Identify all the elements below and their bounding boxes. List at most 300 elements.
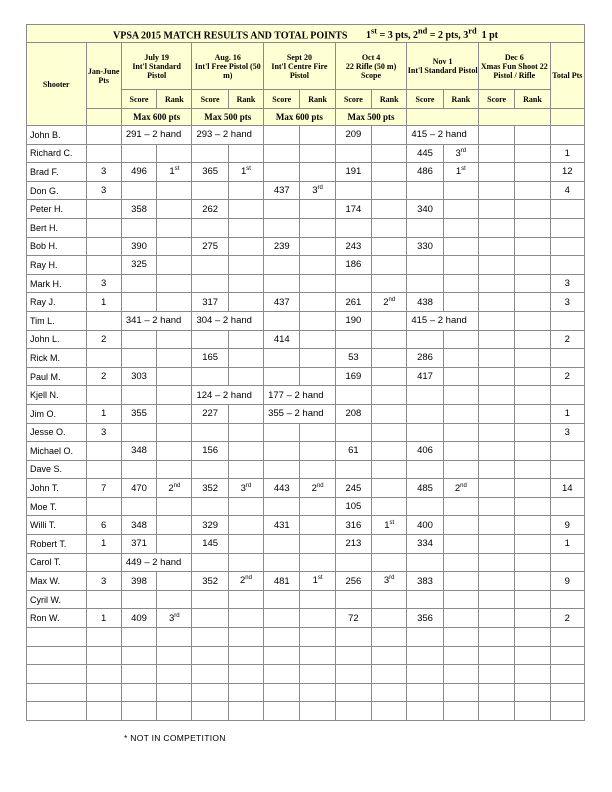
- match-3-score: 437: [264, 293, 300, 312]
- match-5-score: 445: [407, 144, 443, 163]
- blank-cell: [335, 683, 371, 702]
- rank-number: 2: [454, 482, 461, 494]
- blank-cell: [27, 683, 87, 702]
- max-match-2-text: Max 500 pts: [204, 111, 252, 122]
- match-6-score: [478, 181, 514, 200]
- shooter-name: Robert T.: [27, 535, 87, 554]
- match-2-score: [192, 144, 228, 163]
- match-1-score: 398: [121, 572, 156, 591]
- jan-june-points: [86, 386, 121, 405]
- total-points: 9: [550, 572, 584, 591]
- match-3-score: [264, 367, 300, 386]
- match-3-score: [264, 590, 300, 609]
- blank-cell: [550, 665, 584, 684]
- blank-cell: [264, 665, 300, 684]
- shooter-name: Kjell N.: [27, 386, 87, 405]
- blank-cell: [228, 683, 263, 702]
- match-5-score: [407, 218, 443, 237]
- match-2-score: 275: [192, 237, 228, 256]
- match-3-score: [264, 535, 300, 554]
- match-6-rank: [515, 274, 550, 293]
- shooter-name: Cyril W.: [27, 590, 87, 609]
- rank-number: 1: [312, 575, 318, 587]
- match-4-score: [335, 330, 371, 349]
- rank-suffix: rd: [174, 612, 180, 619]
- match-1-rank: [157, 256, 192, 275]
- jan-june-points: 3: [86, 423, 121, 442]
- match-2-rank: [228, 516, 263, 535]
- blank-cell: [86, 683, 121, 702]
- table-row: [27, 144, 585, 163]
- total-points: 3: [550, 274, 584, 293]
- match-6-date: Dec 6: [504, 52, 524, 62]
- table-row: [27, 237, 585, 256]
- match-6-score: [478, 293, 514, 312]
- match-6-rank: [515, 181, 550, 200]
- match-5-score: 417: [407, 367, 443, 386]
- shooter-name: Paul M.: [27, 367, 87, 386]
- match-4-rank: [372, 479, 407, 498]
- header-match-3: [264, 43, 336, 90]
- match-5-rank: [443, 553, 478, 572]
- match-5-rank: [443, 237, 478, 256]
- blank-cell: [443, 628, 478, 647]
- match-4-score: 61: [335, 442, 371, 461]
- match-4-score: 209: [335, 126, 371, 145]
- match-4-rank: [372, 572, 407, 591]
- match-1-rank: [157, 460, 192, 479]
- footnote: * NOT IN COMPETITION: [124, 733, 226, 743]
- match-6-rank: [515, 163, 550, 182]
- blank-cell: [27, 646, 87, 665]
- max-blank: [86, 109, 121, 126]
- jan-june-points: [86, 218, 121, 237]
- match-1-rank: [157, 367, 192, 386]
- rank-number: 1: [455, 166, 462, 178]
- match-6-score: [478, 200, 514, 219]
- match-5-rank: [443, 349, 478, 368]
- blank-cell: [121, 646, 156, 665]
- match-4-score: [335, 181, 371, 200]
- table-row: [27, 553, 585, 572]
- match-2-score: [192, 460, 228, 479]
- match-5-score: [407, 274, 443, 293]
- header-rank-3: Rank: [300, 90, 335, 109]
- match-1-score: [121, 460, 156, 479]
- match-4-rank: [372, 590, 407, 609]
- blank-row: [27, 665, 585, 684]
- rank-number: 3: [455, 147, 461, 159]
- match-1-note: 341 – 2 hand: [121, 311, 192, 330]
- table-row: [27, 442, 585, 461]
- match-2-note: 293 – 2 hand: [192, 126, 264, 145]
- blank-row: [27, 702, 585, 721]
- match-5-score: [407, 460, 443, 479]
- match-3-score: [264, 460, 300, 479]
- match-1-score: 496: [121, 163, 156, 182]
- shooter-name: Peter H.: [27, 200, 87, 219]
- match-2-score: [192, 181, 228, 200]
- match-5-score: 330: [407, 237, 443, 256]
- match-3-rank: [300, 590, 335, 609]
- match-5-rank: [443, 609, 478, 628]
- match-5-rank: [443, 423, 478, 442]
- match-1-rank: [157, 442, 192, 461]
- match-6-score: [478, 144, 514, 163]
- rank-suffix: nd: [388, 296, 396, 303]
- match-3-rank: [300, 609, 335, 628]
- header-score-6: Score: [478, 90, 514, 109]
- blank-cell: [121, 665, 156, 684]
- match-4-rank: [372, 293, 407, 312]
- table-row: [27, 404, 585, 423]
- match-6-rank: [515, 609, 550, 628]
- blank-cell: [27, 628, 87, 647]
- match-3-rank: [300, 367, 335, 386]
- blank-cell: [157, 683, 192, 702]
- match-1-score: 325: [121, 256, 156, 275]
- rank-suffix: rd: [460, 147, 467, 154]
- match-1-score: 390: [121, 237, 156, 256]
- match-1-rank: [157, 237, 192, 256]
- blank-cell: [192, 646, 228, 665]
- blank-cell: [407, 702, 443, 721]
- header-score-5: Score: [407, 90, 443, 109]
- header-score-1: Score: [121, 90, 156, 109]
- jan-june-points: 7: [86, 479, 121, 498]
- table-row: [27, 163, 585, 182]
- match-3-note: 177 – 2 hand: [264, 386, 336, 405]
- match-3-score: [264, 256, 300, 275]
- match-1-note: 449 – 2 hand: [121, 553, 192, 572]
- match-2-rank: [228, 404, 263, 423]
- total-points: 3: [550, 423, 584, 442]
- shooter-name: Mark H.: [27, 274, 87, 293]
- total-points: [550, 126, 584, 145]
- jan-june-points: [86, 497, 121, 516]
- total-points: [550, 590, 584, 609]
- match-4-score: 190: [335, 311, 371, 330]
- match-6-rank: [515, 126, 550, 145]
- match-2-score: 352: [192, 572, 228, 591]
- match-6-rank: [515, 367, 550, 386]
- table-row: [27, 256, 585, 275]
- match-3-score: 431: [264, 516, 300, 535]
- total-points: 14: [550, 479, 584, 498]
- match-5-score: [407, 423, 443, 442]
- blank-cell: [550, 702, 584, 721]
- match-3-rank: [300, 516, 335, 535]
- total-points: [550, 460, 584, 479]
- match-2-rank: [228, 572, 263, 591]
- match-6-rank: [515, 237, 550, 256]
- match-5-note: 415 – 2 hand: [407, 126, 479, 145]
- table-row: [27, 590, 585, 609]
- shooter-name: Don G.: [27, 181, 87, 200]
- match-5-rank: [443, 535, 478, 554]
- max-match-4: [335, 109, 407, 126]
- total-points: 2: [550, 609, 584, 628]
- max-total: [550, 109, 584, 126]
- match-2-score: 352: [192, 479, 228, 498]
- blank-cell: [478, 646, 514, 665]
- blank-cell: [335, 665, 371, 684]
- blank-cell: [264, 702, 300, 721]
- blank-cell: [515, 628, 550, 647]
- total-points: [550, 200, 584, 219]
- match-4-rank: [372, 274, 407, 293]
- match-6-score: [478, 330, 514, 349]
- shooter-name: Willi T.: [27, 516, 87, 535]
- match-1-rank: [157, 163, 192, 182]
- match-6-rank: [515, 442, 550, 461]
- match-3-rank: [300, 274, 335, 293]
- match-1-rank: [157, 293, 192, 312]
- rank-suffix: nd: [460, 482, 467, 489]
- match-5-score: [407, 553, 443, 572]
- total-points: 1: [550, 404, 584, 423]
- match-5-rank: [443, 367, 478, 386]
- match-5-rank: [443, 181, 478, 200]
- total-points: [550, 218, 584, 237]
- total-points: 4: [550, 181, 584, 200]
- blank-cell: [515, 702, 550, 721]
- match-5-score: [407, 590, 443, 609]
- header-match-6: [478, 43, 550, 90]
- table-row: [27, 330, 585, 349]
- match-2-date: Aug. 16: [214, 52, 241, 62]
- match-6-rank: [515, 553, 550, 572]
- match-3-rank: [300, 181, 335, 200]
- table-row: [27, 367, 585, 386]
- match-4-rank: [372, 237, 407, 256]
- match-3-score: 437: [264, 181, 300, 200]
- match-1-rank: [157, 516, 192, 535]
- match-2-score: [192, 497, 228, 516]
- rank-number: 2: [383, 296, 389, 308]
- match-2-rank: [228, 442, 263, 461]
- blank-cell: [228, 646, 263, 665]
- match-1-note: 291 – 2 hand: [121, 126, 192, 145]
- match-3-rank: [300, 218, 335, 237]
- jan-june-points: [86, 126, 121, 145]
- total-points: [550, 256, 584, 275]
- match-2-score: 156: [192, 442, 228, 461]
- table-row: [27, 293, 585, 312]
- match-6-score: [478, 497, 514, 516]
- rank-number: 2: [311, 482, 317, 494]
- jan-june-points: [86, 311, 121, 330]
- match-6-score: [478, 479, 514, 498]
- match-5-rank: [443, 256, 478, 275]
- match-6-score: [478, 516, 514, 535]
- blank-cell: [478, 702, 514, 721]
- header-rank-5: Rank: [443, 90, 478, 109]
- match-3-note: 355 – 2 hand: [264, 404, 336, 423]
- blank-cell: [192, 665, 228, 684]
- match-3-rank: [300, 572, 335, 591]
- table-title: [27, 25, 585, 43]
- blank-cell: [121, 628, 156, 647]
- blank-cell: [550, 628, 584, 647]
- match-2-score: 145: [192, 535, 228, 554]
- match-4-score: 53: [335, 349, 371, 368]
- blank-cell: [228, 702, 263, 721]
- match-6-rank: [515, 386, 550, 405]
- match-5-name: Int'l Standard Pistol: [407, 66, 478, 75]
- match-2-score: 165: [192, 349, 228, 368]
- match-3-rank: [300, 460, 335, 479]
- match-6-score: [478, 386, 514, 405]
- jan-june-points: [86, 553, 121, 572]
- rank-suffix: rd: [389, 575, 395, 582]
- match-6-rank: [515, 572, 550, 591]
- match-1-rank: [157, 386, 192, 405]
- match-2-name: Int'l Free Pistol (50 m): [194, 61, 261, 80]
- match-2-score: [192, 423, 228, 442]
- match-4-score: 245: [335, 479, 371, 498]
- blank-cell: [264, 646, 300, 665]
- match-6-score: [478, 442, 514, 461]
- blank-cell: [443, 702, 478, 721]
- match-2-score: 262: [192, 200, 228, 219]
- match-3-score: 443: [264, 479, 300, 498]
- match-6-rank: [515, 497, 550, 516]
- table-row: [27, 181, 585, 200]
- match-5-rank: [443, 330, 478, 349]
- match-6-score: [478, 572, 514, 591]
- match-5-score: [407, 330, 443, 349]
- blank-row: [27, 628, 585, 647]
- shooter-name: John T.: [27, 479, 87, 498]
- match-3-rank: [300, 535, 335, 554]
- jan-june-points: 3: [86, 572, 121, 591]
- rank-suffix: rd: [317, 185, 323, 191]
- match-3-score: [264, 442, 300, 461]
- match-3-rank: [300, 126, 335, 145]
- match-2-rank: [228, 274, 263, 293]
- match-3-score: [264, 144, 300, 163]
- match-4-rank: [372, 404, 407, 423]
- blank-cell: [300, 628, 335, 647]
- rank-number: 1: [240, 166, 247, 178]
- match-2-rank: [228, 200, 263, 219]
- match-5-score: 383: [407, 572, 443, 591]
- shooter-name: Bob H.: [27, 237, 87, 256]
- match-3-rank: [300, 311, 335, 330]
- match-3-score: [264, 163, 300, 182]
- match-6-rank: [515, 293, 550, 312]
- match-1-score: 358: [121, 200, 156, 219]
- blank-cell: [335, 702, 371, 721]
- match-3-rank: [300, 330, 335, 349]
- match-6-score: [478, 404, 514, 423]
- match-1-rank: [157, 423, 192, 442]
- rank-number: 3: [168, 612, 175, 624]
- match-3-rank: [300, 144, 335, 163]
- match-1-rank: [157, 349, 192, 368]
- match-6-rank: [515, 218, 550, 237]
- results-table: [26, 24, 585, 721]
- match-1-score: 371: [121, 535, 156, 554]
- match-5-date: Nov 1: [432, 57, 453, 66]
- blank-cell: [192, 628, 228, 647]
- blank-cell: [372, 683, 407, 702]
- table-row: [27, 516, 585, 535]
- blank-cell: [515, 683, 550, 702]
- match-4-rank: [372, 311, 407, 330]
- match-4-date: Oct 4: [361, 52, 381, 62]
- match-1-score: 409: [121, 609, 156, 628]
- blank-cell: [192, 702, 228, 721]
- total-points: 12: [550, 163, 584, 182]
- header-total: Total Pts: [550, 43, 584, 109]
- match-2-rank: [228, 237, 263, 256]
- match-4-rank: [372, 256, 407, 275]
- max-match-1-text: Max 600 pts: [133, 111, 181, 122]
- header-jan-june: Jan-June Pts: [86, 43, 121, 109]
- match-3-rank: [300, 349, 335, 368]
- blank-cell: [407, 628, 443, 647]
- blank-cell: [121, 683, 156, 702]
- match-1-score: [121, 386, 156, 405]
- rank-number: 1: [384, 519, 390, 531]
- total-points: 2: [550, 330, 584, 349]
- match-1-rank: [157, 590, 192, 609]
- match-3-rank: [300, 200, 335, 219]
- jan-june-points: 3: [86, 181, 121, 200]
- match-1-score: 470: [121, 479, 156, 498]
- match-4-score: 169: [335, 367, 371, 386]
- match-2-score: [192, 367, 228, 386]
- match-6-score: [478, 553, 514, 572]
- match-4-rank: [372, 442, 407, 461]
- match-1-score: [121, 293, 156, 312]
- match-6-rank: [515, 590, 550, 609]
- header-score-2: Score: [192, 90, 228, 109]
- blank-cell: [300, 665, 335, 684]
- match-5-rank: [443, 460, 478, 479]
- total-points: 1: [550, 144, 584, 163]
- rank-number: 1: [169, 166, 175, 178]
- match-2-rank: [228, 423, 263, 442]
- total-points: [550, 553, 584, 572]
- header-rank-1: Rank: [157, 90, 192, 109]
- match-5-rank: [443, 293, 478, 312]
- match-4-rank: [372, 386, 407, 405]
- match-1-name: Int'l Standard Pistol: [132, 61, 181, 80]
- match-5-score: [407, 497, 443, 516]
- match-3-rank: [300, 293, 335, 312]
- match-6-score: [478, 535, 514, 554]
- jan-june-points: [86, 144, 121, 163]
- match-6-rank: [515, 144, 550, 163]
- jan-june-points: [86, 590, 121, 609]
- table-row: [27, 460, 585, 479]
- total-points: 3: [550, 293, 584, 312]
- blank-cell: [478, 683, 514, 702]
- jan-june-points: [86, 237, 121, 256]
- jan-june-points: [86, 256, 121, 275]
- blank-cell: [515, 665, 550, 684]
- match-5-score: [407, 256, 443, 275]
- rank-suffix: nd: [245, 575, 252, 582]
- match-3-rank: [300, 163, 335, 182]
- blank-cell: [300, 683, 335, 702]
- match-5-rank: [443, 218, 478, 237]
- table-row: [27, 423, 585, 442]
- match-3-rank: [300, 553, 335, 572]
